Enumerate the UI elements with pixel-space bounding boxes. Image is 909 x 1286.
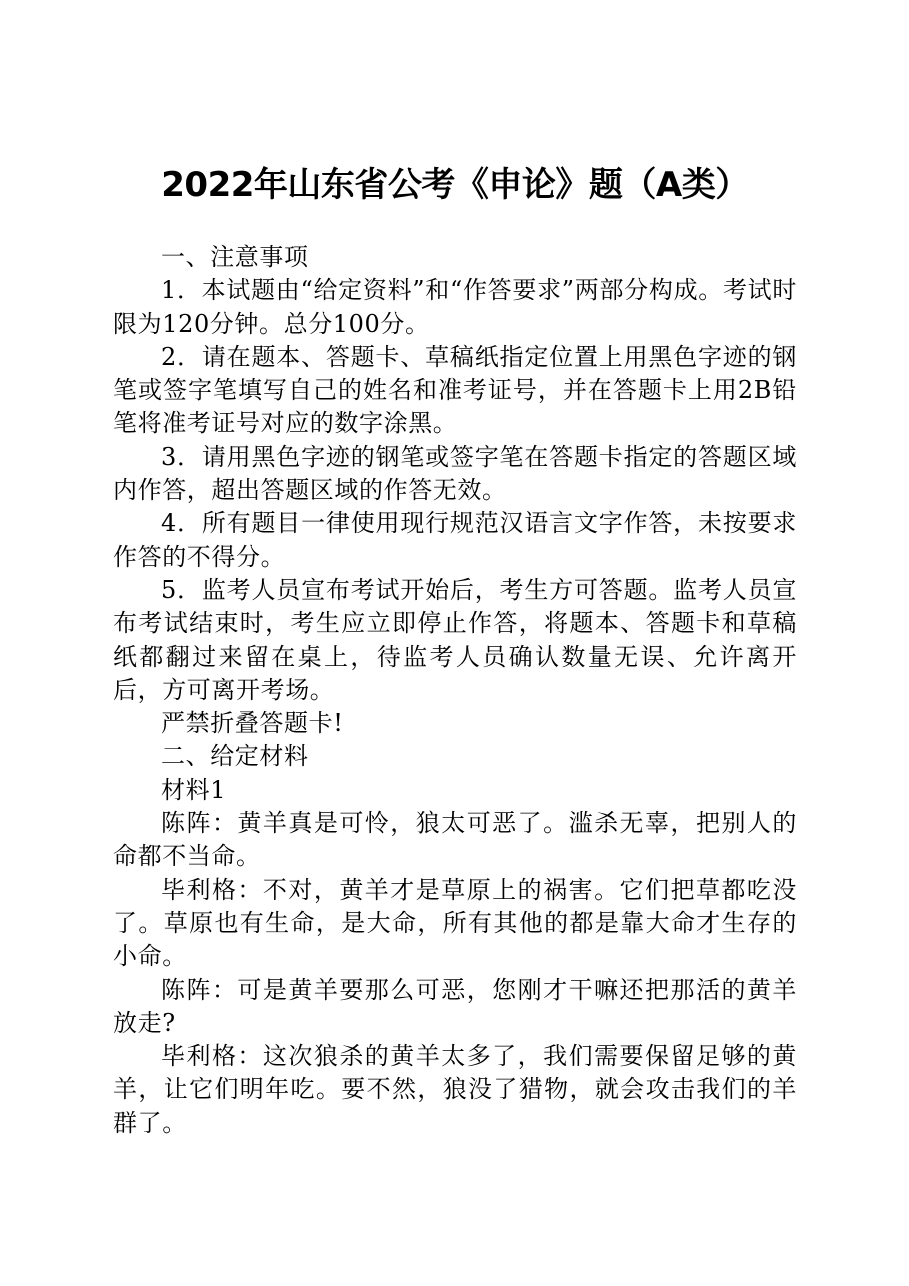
material-label: 材料1 bbox=[161, 775, 227, 804]
document-title: 2022年山东省公考《申论》题（A类） bbox=[161, 165, 749, 205]
dialogue-paragraph: 毕利格：这次狼杀的黄羊太多了，我们需要保留足够的黄羊，让它们明年吃。要不然，狼没了猎物，就会攻击我们的羊群了。 bbox=[113, 1042, 797, 1137]
section-heading: 一、注意事项 bbox=[161, 243, 309, 271]
notice-paragraph: 1．本试题由“给定资料”和“作答要求”两部分构成。考试时限为120分钟。总分100分。 bbox=[113, 276, 797, 338]
notice-paragraph: 3．请用黑色字迹的钢笔或签字笔在答题卡指定的答题区域内作答，超出答题区域的作答无效。 bbox=[113, 442, 797, 505]
notice-paragraph: 严禁折叠答题卡! bbox=[161, 709, 344, 738]
section-heading: 二、给定材料 bbox=[161, 742, 309, 771]
notice-paragraph: 4．所有题目一律使用现行规范汉语言文字作答，未按要求作答的不得分。 bbox=[113, 509, 797, 571]
dialogue-paragraph: 毕利格：不对，黄羊才是草原上的祸害。它们把草都吃没了。草原也有生命，是大命，所有其他的都是靠大命才生存的小命。 bbox=[113, 875, 797, 971]
notice-paragraph: 2．请在题本、答题卡、草稿纸指定位置上用黑色字迹的钢笔或签字笔填写自己的姓名和准考证号，并在答题卡上用2B铅笔将准考证号对应的数字涂黑。 bbox=[113, 342, 797, 438]
dialogue-paragraph: 陈阵：可是黄羊要那么可恶，您刚才干嘛还把那活的黄羊放走? bbox=[113, 975, 797, 1037]
document-body bbox=[113, 241, 797, 1140]
dialogue-paragraph: 陈阵：黄羊真是可怜，狼太可恶了。滥杀无辜，把别人的命都不当命。 bbox=[113, 809, 797, 871]
notice-paragraph: 5．监考人员宣布考试开始后，考生方可答题。监考人员宣布考试结束时，考生应立即停止作答，将题本、答题卡和草稿纸都翻过来留在桌上，待监考人员确认数量无误、允许离开后，方可离开考场。 bbox=[113, 575, 797, 704]
